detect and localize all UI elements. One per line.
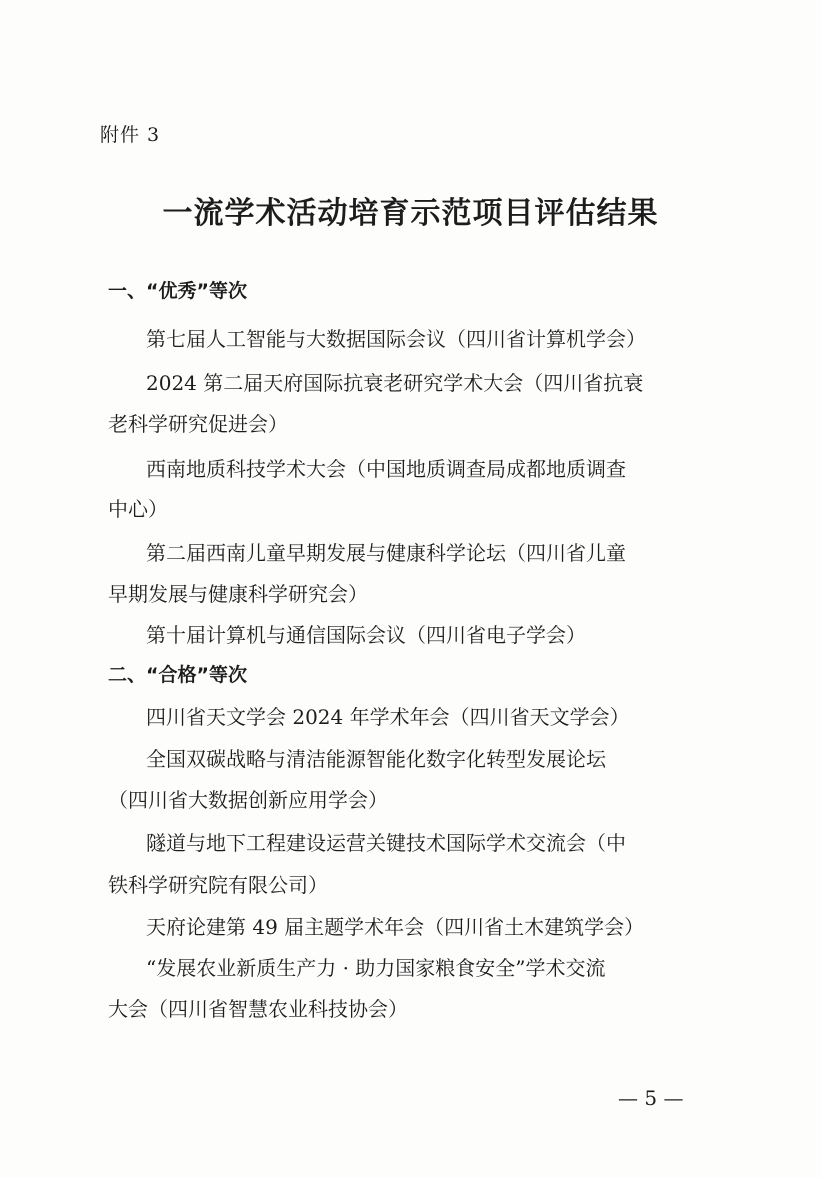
list-item: 第十届计算机与通信国际会议（四川省电子学会） bbox=[146, 623, 586, 647]
list-item-continuation: 中心） bbox=[108, 497, 168, 521]
section-heading-excellent: 一、“优秀”等次 bbox=[108, 280, 247, 302]
list-item: 2024 第二届天府国际抗衰老研究学术大会（四川省抗衰 bbox=[146, 371, 644, 395]
document-title: 一流学术活动培育示范项目评估结果 bbox=[162, 196, 659, 231]
page-number: — 5 — bbox=[618, 1086, 684, 1110]
list-item: 隧道与地下工程建设运营关键技术国际学术交流会（中 bbox=[146, 831, 626, 855]
list-item: 第二届西南儿童早期发展与健康科学论坛（四川省儿童 bbox=[146, 541, 626, 565]
list-item: 西南地质科技学术大会（中国地质调查局成都地质调查 bbox=[146, 457, 626, 481]
list-item: “发展农业新质生产力 · 助力国家粮食安全”学术交流 bbox=[146, 956, 606, 980]
list-item-continuation: 老科学研究促进会） bbox=[108, 412, 288, 436]
list-item: 全国双碳战略与清洁能源智能化数字化转型发展论坛 bbox=[146, 747, 606, 771]
list-item-continuation: 早期发展与健康科学研究会） bbox=[108, 582, 368, 606]
list-item-continuation: 铁科学研究院有限公司） bbox=[108, 873, 328, 897]
attachment-label: 附件 3 bbox=[100, 124, 161, 146]
list-item-continuation: 大会（四川省智慧农业科技协会） bbox=[108, 997, 408, 1021]
section-heading-qualified: 二、“合格”等次 bbox=[108, 664, 247, 686]
list-item: 第七届人工智能与大数据国际会议（四川省计算机学会） bbox=[146, 327, 646, 351]
list-item-continuation: （四川省大数据创新应用学会） bbox=[108, 788, 388, 812]
list-item: 四川省天文学会 2024 年学术年会（四川省天文学会） bbox=[146, 705, 630, 729]
list-item: 天府论建第 49 届主题学术年会（四川省土木建筑学会） bbox=[146, 915, 645, 939]
